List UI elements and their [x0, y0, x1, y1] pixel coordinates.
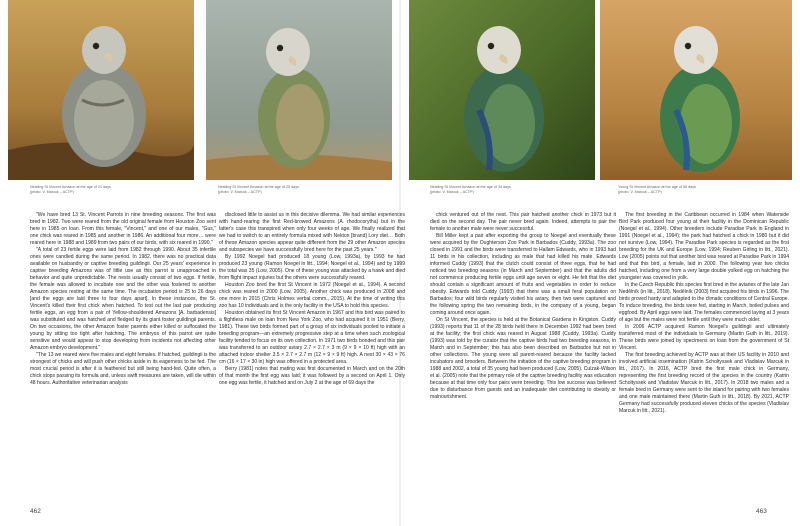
photo-caption — [218, 185, 398, 195]
text-column-1 — [30, 212, 216, 502]
caption-text: Nestling St Vincent Amazon at the age of 25 days — [218, 185, 299, 189]
paragraph: Berry (1981) notes that mating was first documented in March and on the 20th of that month the first egg was laid; it was followed by a second on April 1. Only one egg was fertile, it hatched and on July 2 at the age of 69 days the — [219, 366, 405, 386]
parrot-photo-34-days — [409, 0, 595, 180]
paragraph: The first breeding achieved by ACTP was at their US facility in 2010 and involved artificial insemination (Katrin Scholtyssek and Vladislav Marcuk in litt., 2017). In 2016, ACTP bred the first male chick in Germany, representing the first breeding record of the species in the country (Katrin Scholtyssek and Vladislav Marcuk in litt., 2017). In 2018 two males and a female bred in Germany were sent to the island for pairing with two females and one male maintained there (Martin Guth in litt., 2018). By 2021, ACTP Germany had successfully produced eleven chicks of the species (Vladislav Marcuk in litt., 2021). — [619, 352, 789, 414]
paragraph: The first breeding in the Caribbean occurred in 1984 when Waterside Bird Park produced four young at their facility in the Dominican Republic (Noegel et al., 1994). Other breeders include Paradise Park in England in 1991 (Noegel et al., 1994); the park had hatched a chick in 1980 but it did not survive (Low, 1994). The Paradise Park species is regarded as the first breeding for the UK and Europe (Low, 1994; Reuben Girling in litt., 2021). Low (2005) points out that another bird was reared at Paradise Park in 1994 and that this bird, a female, laid in 2000. The following year two chicks hatched, including one from a very large double yolked egg on hatching the youngster was covered in yolk. — [619, 212, 789, 281]
text-column-3 — [430, 212, 616, 502]
paragraph: "A total of 23 fertile eggs were laid from 1982 through 1990. About 35 infertile ones were candled during the same period. In 1982, there was no practical data available on husbandry or captive breeding guildingii. Our 25 years' experience in captive breeding Amazons was of little use as this parrot is unapproached in behavior and quite unpredictable. The nests usually consist of two eggs. If fertile, the female was allowed to incubate one and the other was fostered to another Amazon species resting at the same time. The incubation period is 25 to 26 days [and the eggs are laid three to four days apart]. In these instances, the St. Vincent's killed their first chick when hatched. To test out the last pair producing fertile eggs, an egg from a pair of Yellow-shouldered Amazons [A. barbadensis] was substituted and was hatched and fledged by its giant foster guildingii parents. On two occasions, the other Amazon foster parents either killed or suffocated the young by sitting too tight after hatching. The embryos of this parrot are quite sensitive and would appear to stop developing from incidents not affecting other Amazon embryo development." — [30, 247, 216, 351]
paragraph: Bill Miller kept a pair after exporting the group to Noegel and eventually these were acquired by the Oughterson Zoo Park in Barbados (Cuddy, 1993a). The zoo closed in 1991 and the birds were transferred to Hallam Edwards, who in 1993 had 11 birds in his collection, including as male that had killed his mate. Edwards informed Cuddy (1993) that the clutch could consist of three eggs, that he had noticed two breeding seasons (in March and September) and that the adults did not commence producing fertile eggs until age seven or eight. He felt that the diet should contain a significant amount of fruits and vegetables in order to reduce obesity. Edwards told Cuddy (1993) that there was a small feral population on Barbados; four wild birds regularly visited his aviary, then two were captured and the following spring the two remaining birds, in the company of a young, began coming around once again. — [430, 233, 616, 316]
caption-text: Nestling St Vincent Amazon at the age of 21 days — [30, 185, 111, 189]
text-column-2 — [219, 212, 405, 502]
photo-caption — [30, 185, 210, 195]
photo-caption — [430, 185, 610, 195]
parrot-photo-21-days — [8, 0, 194, 180]
paragraph: disclosed little to assist us in this decisive dilemma. We had similar experiences with hand-rearing the first Red-browed Amazons (A. rhodocorytha) but in the latter's case this transpired when only four weeks of age. We finally realized that we had to switch to an entirely formula mixed with Nekton [brand] Lory diet… Both of these Amazon species appear quite different from the 29 other Amazon species and subspecies we have successfully bred here for the past 25 years." — [219, 212, 405, 253]
photo-caption — [618, 185, 798, 195]
paragraph: Houston obtained its first St Vincent Amazon in 1967 and this bird was paired to a flightless male on loan from New York Zoo, who had acquired it in 1951 (Berry, 1981). These two birds formed part of a group of six individuals pooled to initiate a breeding program—an extremely progressive step at a time when such zoological facility tended to focus on its own collection. In 1971 two birds bonded and this pair was transferred to an outdoor aviary 2.7 × 2.7 × 3 m (9 × 9 × 10 ft) high with an attached indoor shelter 3.5 × 2.7 × 2.7 m (12 × 9 × 9 ft) high. A nest 30 × 43 × 76 cm (16 × 17 × 30 in) high was offered in a protected area. — [219, 310, 405, 365]
paragraph: "We have bred 13 St. Vincent Parrots in nine breeding seasons. The first was bred in 1982. Two were reared from the old original female from Houston Zoo sent here in 1985 on loan. From this female, "Vincent," and one of our males, "Gus," one chick was reared in 1985 and another in 1986. An additional four more… were reared here in 1988 and 1989 from two pairs of our birds, with six reared in 1990." — [30, 212, 216, 246]
paragraph: On St Vincent, the species is held at the Botanical Gardens in Kingston. Cuddy (1993) reports that 11 of the 28 birds held there in December 1992 had been bred at the facility; the first chick was reared in August 1988 (Cuddy, 1993a). Cuddy (1993) was told by the curator that the captive birds had two breeding seasons, in March and in September; this has also been described on Barbados but not in other collections. The young were all parent-reared because the facility lacked incubators and brooders. Between the initiation of the captive breeding program in 1988 and 2002, a total of 35 young had been produced (Low, 2005). Culzak-Wilson et al. (2005) note that the primary role of the captive breeding facility was education because at that time only four pairs were breeding. This low success was believed due to disturbance from guests and an inadequate diet contributing to obesity or malnourishment. — [430, 317, 616, 400]
paragraph: Houston Zoo bred the first St Vincent in 1972 (Noegel et al., 1994). A second chick was reared in 2000 (Low, 2005). Another chick was produced in 2008 and one more in 2015 (Chris Holmes verbal comm., 2015). At the time of writing this zoo has 10 individuals and is the only facility in the USA to hold this species. — [219, 282, 405, 309]
paragraph: In 2006 ACTP acquired Ramon Noegel's guildingii and ultimately transferred most of the individuals to Germany (Martin Guth in litt., 2019). These birds were joined by specimens on loan from the government of St Vincent. — [619, 324, 789, 351]
caption-credit: (photo: V. Marcuk – ACTP) — [430, 190, 474, 194]
paragraph: "The 13 we reared were five males and eight females. If hatched, guildingii is the strongest of chicks and will push other chicks aside in its eagerness to be fed. The most crucial period is after it is feathered but still being hand-fed. Quite often, a chick stops passing its formula and, unless swift measures are taken, will die within 48 hours. Authoritative veterinarian analysis — [30, 352, 216, 386]
caption-credit: (photo: V. Marcuk – ACTP) — [218, 190, 262, 194]
parrot-photo-58-days — [600, 0, 792, 180]
paragraph: In the Czech Republic this species first bred in the aviaries of the late Jan Nedělník (in litt., 2018). Nedělník (2003) first acquired his birds in 1996. The birds proved hardy and adapted to the climatic conditions of Central Europe. To induce breeding, the birds were fed, starting in March, boiled pulses and eggfood. By April eggs were laid. The females commenced laying at 3 years of age but the males were not fertile until they were much older. — [619, 282, 789, 323]
caption-credit: (photo: V. Marcuk – ACTP) — [30, 190, 74, 194]
caption-text: Young St Vincent Amazon at the age of 58 days — [618, 185, 696, 189]
text-column-4 — [619, 212, 789, 502]
paragraph: chick ventured out of the nest. This pair hatched another chick in 1973 but it died on the second day. The pair never bred again. Indeed, attempts to pair the female to another male were never successful. — [430, 212, 616, 232]
page-number-left: 462 — [30, 508, 41, 515]
paragraph: By 1992 Noegel had produced 18 young (Low, 1993a), by 1993 he had produced 23 young (Ramon Noegel in litt., 1994; Noegel et al., 1994) and by 1999 the total was 35 (Low, 2005). One of these young was attacked by a hawk and died from flight impact injuries but the others were successfully reared. — [219, 254, 405, 281]
caption-text: Nestling St Vincent Amazon at the age of 34 days — [430, 185, 511, 189]
parrot-photo-25-days — [206, 0, 392, 180]
caption-credit: (photo: V. Marcuk – ACTP) — [618, 190, 662, 194]
page-number-right: 463 — [756, 508, 767, 515]
